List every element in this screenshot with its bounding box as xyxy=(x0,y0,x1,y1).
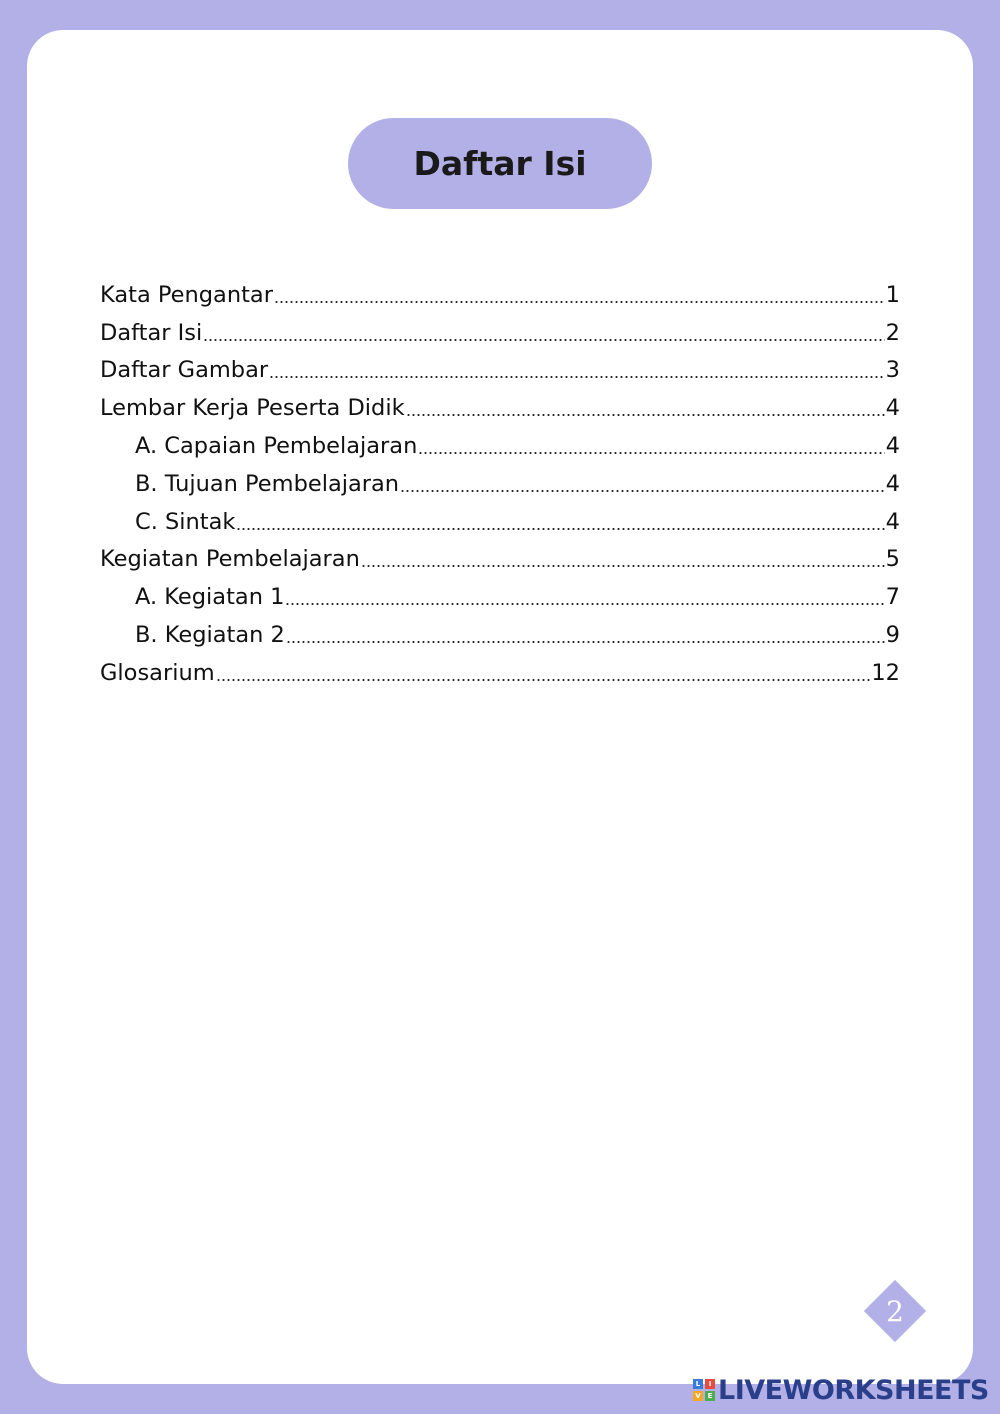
toc-entry-label: B. Kegiatan 2 xyxy=(135,622,285,649)
logo-tile: E xyxy=(705,1391,715,1401)
toc-entry-label: Kata Pengantar xyxy=(100,281,273,308)
logo-icon xyxy=(693,1379,715,1401)
logo-text: LIVEWORKSHEETS xyxy=(718,1374,989,1406)
toc-entry-label: C. Sintak xyxy=(135,508,236,535)
toc-entry xyxy=(100,276,900,314)
toc-entry-page: 2 xyxy=(885,319,900,346)
toc-entry xyxy=(100,654,900,692)
toc-dot-leader xyxy=(418,451,884,455)
toc-entry-page: 7 xyxy=(885,584,900,611)
toc-entry xyxy=(100,578,900,616)
document-sheet xyxy=(27,30,973,1384)
page-title xyxy=(348,118,652,209)
logo-tile: V xyxy=(693,1391,703,1401)
toc-entry xyxy=(100,427,900,465)
logo-tile: I xyxy=(705,1379,715,1389)
page-number: 2 xyxy=(886,1294,904,1328)
toc-entry-page: 5 xyxy=(885,546,900,573)
toc-dot-leader xyxy=(274,300,885,304)
toc-entry xyxy=(100,465,900,503)
toc-entry-page: 4 xyxy=(885,470,900,497)
toc-entry-page: 9 xyxy=(885,622,900,649)
toc-entry-label: A. Capaian Pembelajaran xyxy=(135,433,418,460)
liveworksheets-logo xyxy=(693,1374,989,1406)
toc-entry-label: Lembar Kerja Peserta Didik xyxy=(100,395,405,422)
toc-entry-page: 3 xyxy=(885,357,900,384)
toc-dot-leader xyxy=(286,640,885,644)
toc-entry-page: 12 xyxy=(871,659,900,686)
toc-entry-page: 4 xyxy=(885,508,900,535)
table-of-contents xyxy=(100,276,900,692)
toc-dot-leader xyxy=(236,527,884,531)
toc-dot-leader xyxy=(406,413,885,417)
toc-entry xyxy=(100,616,900,654)
toc-dot-leader xyxy=(269,375,885,379)
toc-entry-label: Daftar Isi xyxy=(100,319,203,346)
toc-entry-label: Kegiatan Pembelajaran xyxy=(100,546,360,573)
toc-entry xyxy=(100,352,900,390)
page-title-text: Daftar Isi xyxy=(413,144,587,183)
toc-dot-leader xyxy=(285,602,884,606)
toc-entry xyxy=(100,541,900,579)
toc-entry-label: Glosarium xyxy=(100,659,215,686)
logo-tile: L xyxy=(693,1379,703,1389)
toc-entry-page: 4 xyxy=(885,395,900,422)
toc-entry-page: 4 xyxy=(885,433,900,460)
toc-entry xyxy=(100,389,900,427)
toc-entry xyxy=(100,503,900,541)
toc-entry-page: 1 xyxy=(885,281,900,308)
toc-entry-label: Daftar Gambar xyxy=(100,357,269,384)
toc-dot-leader xyxy=(203,338,884,342)
toc-dot-leader xyxy=(216,678,871,682)
toc-dot-leader xyxy=(361,564,885,568)
toc-entry-label: B. Tujuan Pembelajaran xyxy=(135,470,400,497)
toc-entry-label: A. Kegiatan 1 xyxy=(135,584,285,611)
toc-entry xyxy=(100,314,900,352)
toc-dot-leader xyxy=(400,489,885,493)
